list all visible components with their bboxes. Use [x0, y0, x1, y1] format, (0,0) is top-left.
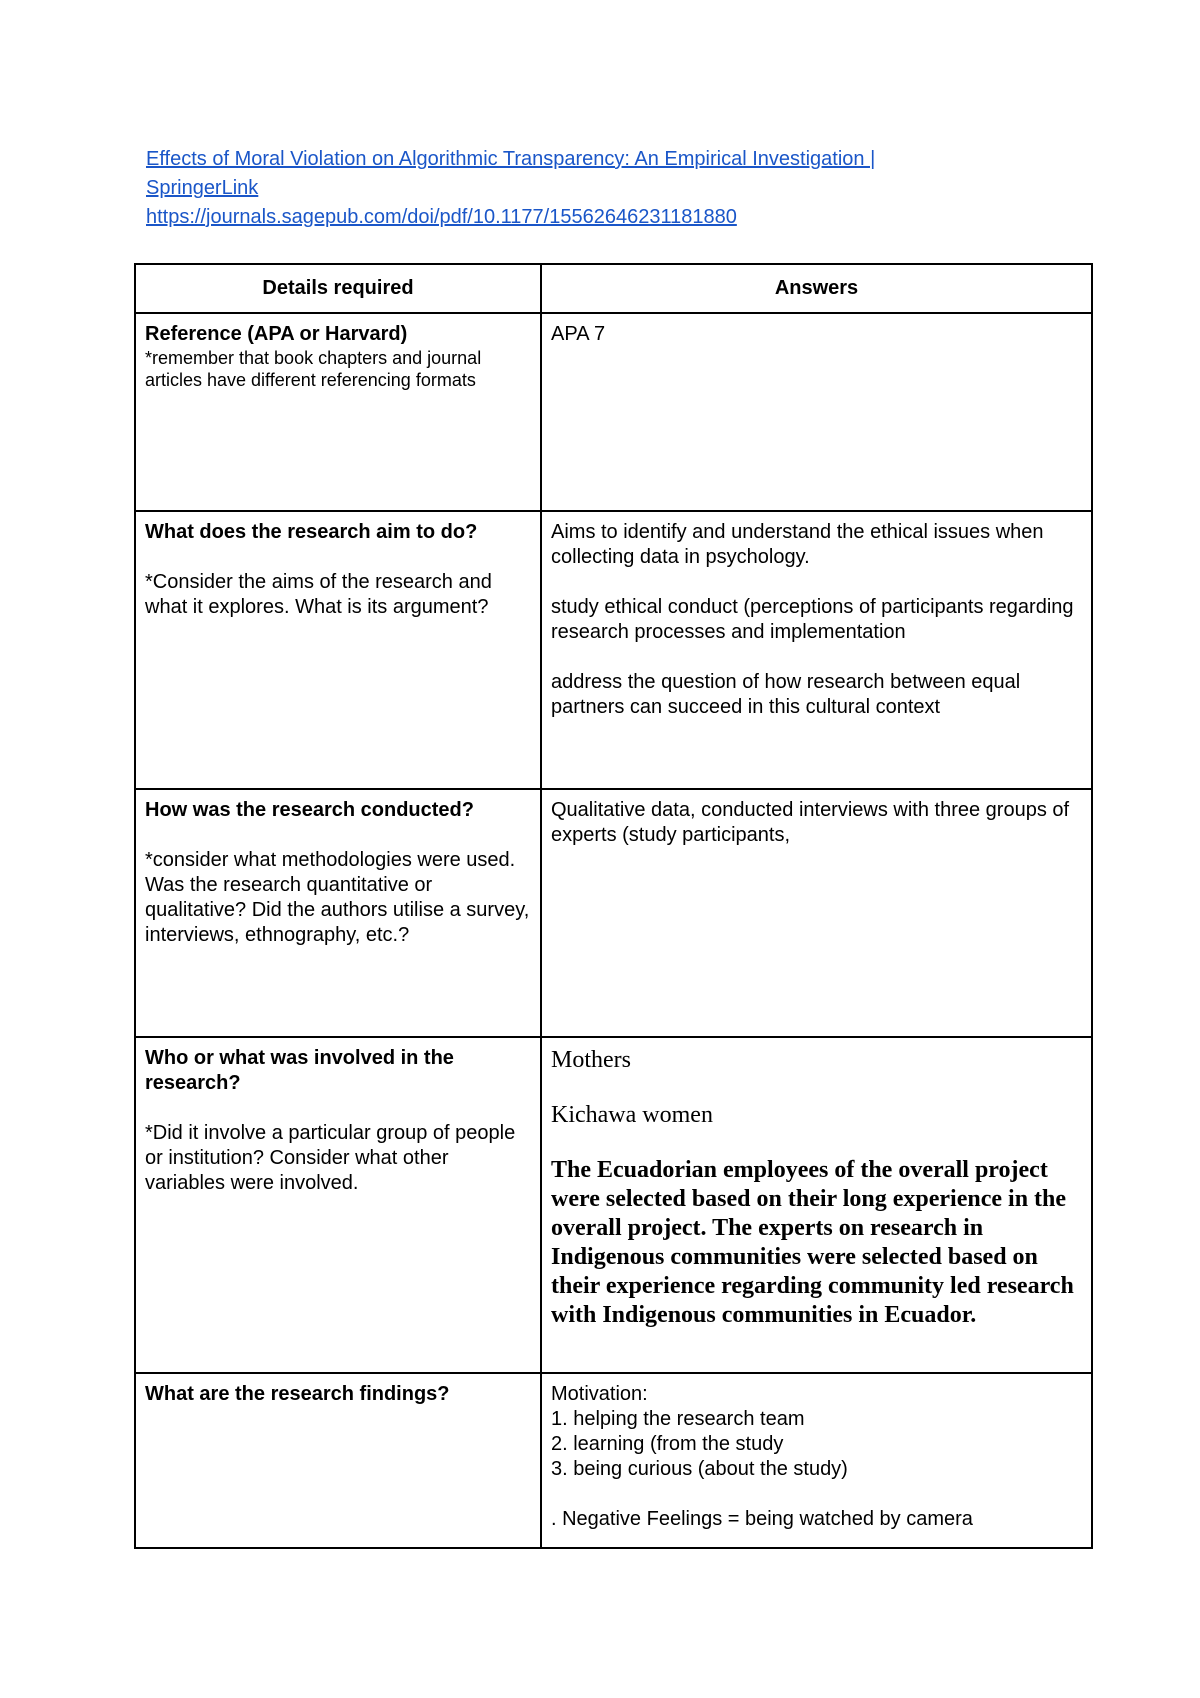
question-cell: [135, 1037, 541, 1373]
question-title: What does the research aim to do?: [145, 521, 478, 543]
article-links: [146, 145, 986, 232]
article-title-link[interactable]: [146, 145, 986, 203]
answer-text: 3. being curious (about the study): [551, 1458, 848, 1480]
answer-cell: [541, 511, 1092, 789]
research-table: [134, 263, 1093, 1549]
answer-text: . Negative Feelings = being watched by camera: [551, 1508, 973, 1530]
answer-text: Aims to identify and understand the ethical issues when collecting data in psychology.: [551, 521, 1044, 568]
question-note: *Did it involve a particular group of people or institution? Consider what other variables were involved.: [145, 1122, 516, 1194]
article-url-link[interactable]: https://journals.sagepub.com/doi/pdf/10.1177/15562646231181880: [146, 206, 737, 228]
header-details-required: Details required: [135, 264, 541, 313]
answer-text: 2. learning (from the study: [551, 1433, 784, 1455]
question-note: *Consider the aims of the research and what it explores. What is its argument?: [145, 571, 492, 618]
answer-cell: [541, 313, 1092, 511]
table-row-participants: [135, 1037, 1092, 1373]
question-title: How was the research conducted?: [145, 799, 474, 821]
table-header-row: [135, 264, 1092, 313]
answer-text: address the question of how research between equal partners can succeed in this cultural context: [551, 671, 1021, 718]
answer-text: Motivation:: [551, 1383, 648, 1405]
table-row-findings: [135, 1373, 1092, 1548]
question-note: *consider what methodologies were used. Was the research quantitative or qualitative? Did the authors utilise a survey, interviews, ethnography, etc.?: [145, 849, 530, 946]
answer-cell: [541, 1037, 1092, 1373]
question-title: Who or what was involved in the research?: [145, 1047, 454, 1094]
answer-cell: [541, 1373, 1092, 1548]
header-answers: Answers: [541, 264, 1092, 313]
question-cell: [135, 511, 541, 789]
question-title: Reference (APA or Harvard): [145, 323, 408, 345]
answer-text: study ethical conduct (perceptions of participants regarding research processes and implementation: [551, 596, 1074, 643]
answer-text: Kichawa women: [551, 1102, 713, 1128]
article-title-line2[interactable]: SpringerLink: [146, 177, 259, 199]
answer-text: Qualitative data, conducted interviews with three groups of experts (study participants,: [551, 799, 1070, 846]
article-title-line1[interactable]: Effects of Moral Violation on Algorithmic Transparency: An Empirical Investigation |: [146, 148, 876, 170]
question-cell: [135, 1373, 541, 1548]
answer-cell: [541, 789, 1092, 1037]
question-cell: [135, 313, 541, 511]
question-title: What are the research findings?: [145, 1383, 450, 1405]
answer-text: Mothers: [551, 1047, 631, 1073]
answer-text: 1. helping the research team: [551, 1408, 805, 1430]
question-note: *remember that book chapters and journal articles have different referencing formats: [145, 348, 482, 390]
table-row-aims: [135, 511, 1092, 789]
table-row-reference: [135, 313, 1092, 511]
question-cell: [135, 789, 541, 1037]
answer-text: APA 7: [551, 323, 606, 345]
answer-text: The Ecuadorian employees of the overall project were selected based on their long experience in the overall project. The experts on research in Indigenous communities were selected based on their experience regarding community led research with Indigenous communities in Ecuador.: [551, 1157, 1074, 1328]
table-row-method: [135, 789, 1092, 1037]
